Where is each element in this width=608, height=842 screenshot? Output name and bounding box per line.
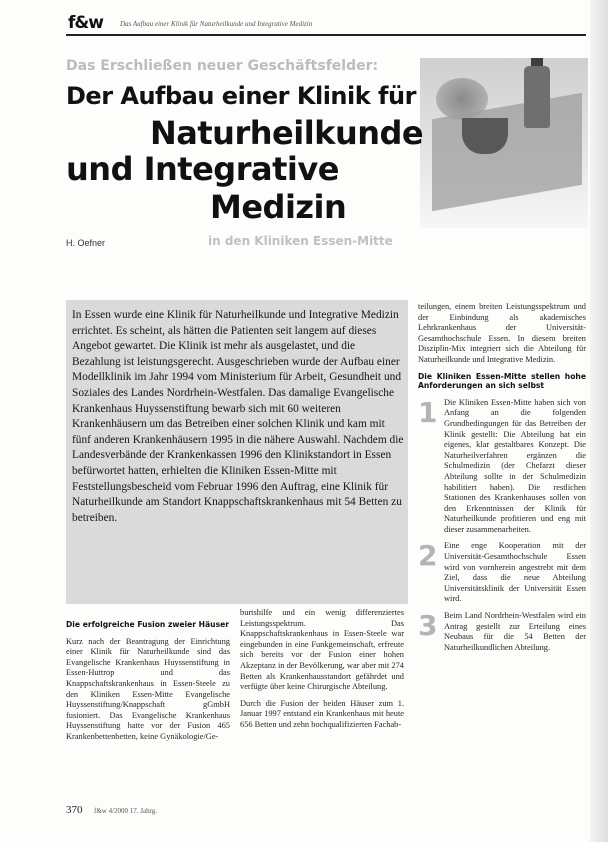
hero-photo (420, 58, 588, 228)
lead-text (72, 308, 404, 526)
page-edge-shadow (590, 0, 608, 842)
body-paragraph: teilungen, einem breiten Leistungsspektrum und der Einbindung als akademisches Lehrkrankenhaus der Universität-Gesamthochschule Essen. In diesem breiten Disziplin-Mix integriert sich die Abteilung für Naturheilkunde und Integrative Medizin. (418, 302, 586, 364)
item-text: Beim Land Nordrhein-Westfalen wird ein Antrag gestellt zur Erteilung eines Neubaus für die 54 Betten der Naturheilkundlichen Abteilung. (444, 611, 586, 652)
cup-image (462, 118, 508, 154)
numbered-item (418, 395, 586, 536)
item-text: Die Kliniken Essen-Mitte haben sich von Anfang an die folgenden Grundbedingungen für das Betreiben der Klinik gestellt: Die Abteilung hat ein eigenes, klar gestaltbares Konzept. Die Naturheilverfahren ergänzen die Schulmedizin (der Chefarzt dieser Abteilung sollte in der Schulmedizin habilitiert haben). Die restlichen Stationen des Krankenhauses sollen von den Erkenntnissen der Klinik für Naturheilkunde profitieren und eng mit dieser zusammenarbeiten. (444, 397, 586, 534)
title-line-1: Der Aufbau einer Klinik für (66, 82, 416, 110)
header-rule (66, 34, 586, 36)
body-paragraph: Kurz nach der Beantragung der Einrichtung einer Klinik für Naturheilkunde sind das Evangelische Krankenhaus Huyssenstiftung in Essen-Huttrop und das Knappschaftskrankenhaus in Essen-Steele zu den Kliniken Essen-Mitte Evangelische Huyssenstiftung/Knappschaft gGmbH fusioniert. Das Evangelische Krankenhaus Huyssenstiftung hatte vor der Fusion 465 Krankenbettenbetten, keine Gynäkologie/Ge- (66, 636, 230, 741)
item-text: Eine enge Kooperation mit der Universität-Gesamthochschule Essen wird von vornherein angestrebt mit dem Ziel, dass die neue Abteilung Universitätsklinik der Universität Essen wird. (444, 541, 586, 604)
title-line-3: und Integrative (66, 150, 339, 188)
body-paragraph: burtshilfe und ein wenig differenziertes Leistungsspektrum. Das Knappschaftskrankenhaus in Essen-Steele war eingebunden in eine Funkgemeinschaft, erfreute sich bereits vor der Fusion einer hohen Akzeptanz in der Bevölkerung, war aber mit 274 Betten als Krankenhausstandort gefährdet und verfügte über keine Chirurgische Abteilung. (240, 608, 404, 692)
section-heading-fusion: Die erfolgreiche Fusion zweier Häuser (66, 620, 229, 629)
numbered-item (418, 611, 586, 653)
item-number: 2 (418, 539, 438, 573)
numbered-item (418, 541, 586, 605)
magazine-logo: f&w (68, 13, 103, 33)
item-number: 3 (418, 609, 438, 643)
column-3 (418, 302, 586, 659)
title-line-2: Naturheilkunde (150, 114, 424, 152)
footer-text: f&w 4/2000 17. Jahrg. (94, 807, 158, 815)
subtitle: in den Kliniken Essen-Mitte (208, 234, 393, 248)
section-heading-requirements: Die Kliniken Essen-Mitte stellen hohe Anforderungen an sich selbst (418, 371, 586, 391)
bottle-image (524, 66, 550, 128)
author: H. Oefner (66, 238, 106, 248)
body-paragraph: Durch die Fusion der beiden Häuser zum 1. Januar 1997 entstand ein Krankenhaus mit heute 656 Betten und zehn hochqualifizierten Fachab- (240, 698, 404, 729)
title-line-4: Medizin (210, 188, 347, 226)
running-head: Das Aufbau einer Klinik für Naturheilkunde und Integrative Medizin (120, 20, 313, 28)
page-number: 370 (66, 804, 83, 816)
column-1 (66, 620, 230, 749)
title-kicker: Das Erschließen neuer Geschäftsfelder: (66, 58, 379, 74)
column-2 (240, 608, 404, 737)
lead-paragraph: In Essen wurde eine Klinik für Naturheilkunde und Integrative Medizin errichtet. Es scheint, als hätten die Patienten seit langem auf dieses Angebot gewartet. Die Klinik ist mehr als ausgelastet, und die Bezahlung ist leistungsgerecht. Ausgeschrieben wurde der Aufbau einer Modellklinik im Jahr 1994 vom Ministerium für Arbeit, Gesundheit und Soziales des Landes Nordrhein-Westfalen. Das damalige Evangelische Krankenhaus Huyssenstiftung bewarb sich mit 60 weiteren Krankenhäusern um das Betreiben einer solchen Klinik und kam mit fünf anderen Krankenhäusern 1995 in die nähere Auswahl. Nachdem die Landesverbände der Krankenkassen 1996 den Klinikstandort in Essen befürwortet hatten, erhielten die Kliniken Essen-Mitte mit Feststellungsbescheid vom Februar 1996 den Auftrag, eine Klinik für Naturheilkunde am Standort Knappschaftskrankenhaus mit 54 Betten zu betreiben. (72, 309, 404, 524)
item-number: 1 (418, 395, 438, 429)
